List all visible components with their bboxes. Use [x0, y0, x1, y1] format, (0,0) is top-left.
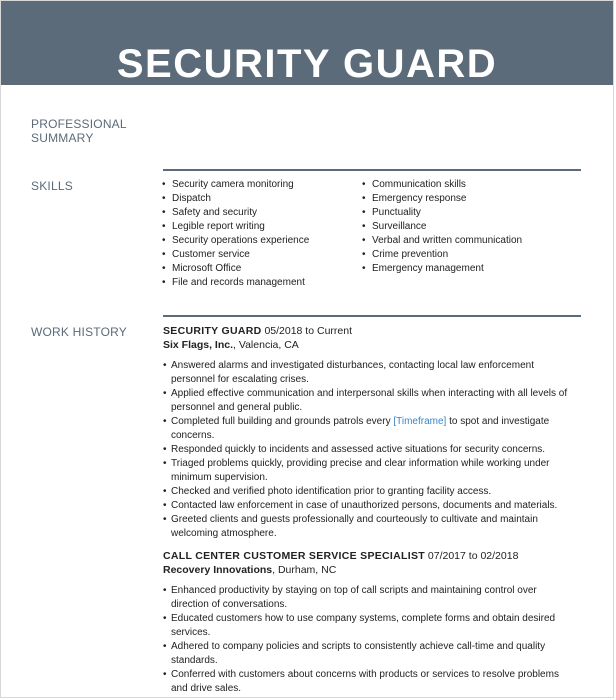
bullet-icon: • [162, 263, 166, 274]
bullet-icon: • [162, 277, 166, 288]
skill-item: • Communication skills [362, 179, 466, 190]
duty-item: • Greeted clients and guests professionally and courteously to cultivate and maintain welcoming atmosphere. [163, 514, 538, 539]
job-title-line [163, 324, 583, 338]
job-company-line [163, 338, 583, 352]
job-title: CALL CENTER CUSTOMER SERVICE SPECIALIST [163, 550, 425, 562]
duty-item: • Applied effective communication and interpersonal skills when interacting with all levels of personnel and general public. [163, 388, 568, 413]
duty-item: • Triaged problems quickly, providing precise and clear information while working under minimum supervision. [163, 458, 550, 483]
skill-item: • Emergency management [362, 263, 484, 274]
duty-item: • Conferred with customers about concerns with products or services to resolve problems and drive sales. [163, 669, 559, 694]
bullet-icon: • [362, 207, 366, 218]
duty-item: • Completed full building and grounds patrols every [Timeframe] to spot and investigate concerns. [163, 416, 550, 441]
duty-item: • Responded quickly to incidents and assessed active situations for security concerns. [163, 444, 546, 455]
bullet-icon: • [162, 207, 166, 218]
skill-item: • Dispatch [162, 193, 211, 204]
skill-item: • Microsoft Office [162, 263, 242, 274]
bullet-icon: • [162, 249, 166, 260]
job-dates: 07/2017 to 02/2018 [427, 550, 519, 562]
skill-item: • Crime prevention [362, 249, 449, 260]
company-name: Recovery Innovations [163, 564, 273, 576]
bullet-icon: • [362, 263, 366, 274]
bullet-icon: • [362, 221, 366, 232]
bullet-icon: • [362, 249, 366, 260]
bullet-icon: • [162, 179, 166, 190]
job-title-line [163, 549, 583, 563]
duty-item: • Answered alarms and investigated disturbances, contacting local law enforcement personnel for escalating crises. [163, 360, 534, 385]
skill-item: • Surveillance [362, 221, 427, 232]
skill-item: • Emergency response [362, 193, 467, 204]
company-name: Six Flags, Inc. [163, 339, 234, 351]
work-history-heading: WORK HISTORY [31, 325, 127, 339]
header-band [1, 1, 613, 85]
skill-item: • Security operations experience [162, 235, 310, 246]
job-title: SECURITY GUARD [163, 325, 262, 337]
bullet-icon: • [162, 221, 166, 232]
job-entry [163, 549, 583, 696]
page-title: SECURITY GUARD [116, 42, 498, 86]
skill-item: • Safety and security [162, 207, 258, 218]
duty-item: • Checked and verified photo identification prior to granting facility access. [163, 486, 492, 497]
job-dates: 05/2018 to Current [264, 325, 352, 337]
bullet-icon: • [362, 235, 366, 246]
company-location: , Durham, NC [272, 564, 337, 576]
job-company-line [163, 563, 583, 577]
job-duties-list [163, 359, 583, 541]
timeframe-placeholder: [Timeframe] [393, 416, 447, 427]
job-entry [163, 324, 583, 541]
bullet-icon: • [162, 193, 166, 204]
job-duties-list [163, 584, 583, 696]
duty-item: • Contacted law enforcement in case of unauthorized persons, documents and materials. [163, 500, 558, 511]
skills-list-left [162, 178, 309, 290]
duty-item: • Enhanced productivity by staying on top of call scripts and maintaining control over direction of conversations. [163, 585, 537, 610]
section-divider [163, 315, 581, 317]
bullet-icon: • [162, 235, 166, 246]
skill-item: • Customer service [162, 249, 250, 260]
professional-summary-heading: PROFESSIONAL SUMMARY [31, 117, 127, 145]
skills-heading: SKILLS [31, 179, 73, 193]
company-location: , Valencia, CA [233, 339, 299, 351]
skill-item: • Security camera monitoring [162, 179, 294, 190]
skill-item: • Legible report writing [162, 221, 265, 232]
duty-item: • Educated customers how to use company systems, complete forms and obtain desired services. [163, 613, 556, 638]
section-divider [163, 169, 581, 171]
skill-item: • Punctuality [362, 207, 421, 218]
duty-item: • Adhered to company policies and scripts to consistently achieve call-time and quality standards. [163, 641, 546, 666]
skill-item: • File and records management [162, 277, 305, 288]
skill-item: • Verbal and written communication [362, 235, 523, 246]
skills-list-right [362, 178, 522, 276]
bullet-icon: • [362, 179, 366, 190]
bullet-icon: • [362, 193, 366, 204]
